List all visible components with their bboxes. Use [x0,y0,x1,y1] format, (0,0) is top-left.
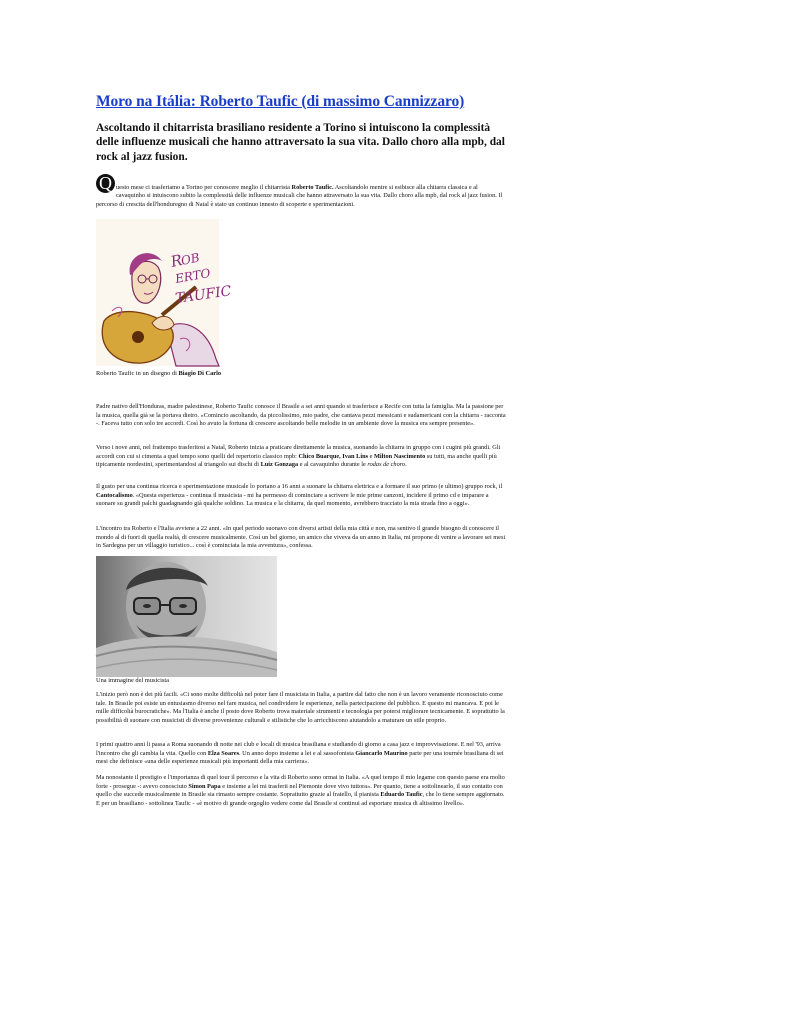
paragraph-tour: Ma nonostante il prestigio e l'importanza di quel tour il percorso e la vita di Roberto sono ormai in Italia. «A quel tempo il mio legame con questo paese era molto forte - prosegue -: avevo conosciuto Simon Papa e insieme a lei mi trasferii nel Piemonte dove vivo tuttora». Per quanto, tiene a sottolinearlo, il suo contatto con quello che succede musicalmente in Brasile sia rimasto sempre costante. Soprattutto grazie al fratello, il pianista Eduardo Taufic, che lo tiene sempre aggiornato. E per un brasiliano - sottolinea Taufic - «è motivo di grande orgoglio vedere come dal Brasile si continui ad esportare musica di altissimo livello». [96,774,505,807]
intro-text: uesto mese ci trasferiamo a Torino per conoscere meglio il chitarrista Roberto Taufic. Ascoltandolo mentre si esibisce alla chitarra classica e al cavaquinho si intuiscono subito la complessità delle influenze musicali che hanno attraversato la sua vita. Dallo choro alla mpb, dal rock al jazz fusion. Il percorso di crescita dell'honduregno di Natal è stato un continuo innesto di scoperte e sperimentazioni. [96,184,503,208]
intro-paragraph [96,174,506,209]
paragraph-rome: I primi quattro anni li passa a Roma suonando di notte nei club e locali di musica brasiliana e studiando di giorno a casa jazz e improvvisazione. E nel '93, arriva l'incontro che gli cambia la vita. Quello con Elza Soares. Un anno dopo insieme a lei e al sassofonista Giancarlo Maurino parte per una tournée brasiliana di sei mesi che definisce «una delle esperienze musicali più importanti della mia carriera». [96,741,504,765]
musician-photo [96,556,277,677]
paragraph-rock: Il gusto per una continua ricerca e sperimentazione musicale lo portano a 16 anni a suonare la chitarra elettrica e a formare il suo primo (e ultimo) gruppo rock, il Cantocalismo. «Questa esperienza - continua il musicista - mi ha permesso di cominciare a scrivere le mie prime canzoni, incidere il primo cd e imparare a suonare su grandi palchi guadagnando già qualche soldino. La musica e la chitarra, da quel momento, avrebbero tracciato la mia strada fino a oggi». [96,483,503,507]
paragraph-difficulties: L'inizio però non è dei più facili. «Ci sono molte difficoltà nel poter fare il musicista in Italia, a partire dal fatto che non è un lavoro veramente riconosciuto come tale. In Brasile poi esiste un entusiasmo diverso nel fare musica, nel condividere le esperienze, nella partecipazione del pubblico. E questo mi mancava. E poi le mille difficoltà burocratiche». Ma l'Italia è anche il posto dove Roberto trova materiale strumenti e tecnologia per potersi migliorare tecnicamente. E soprattutto la possibilità di suonare con musicisti di diverse provenienze culturali e stilistiche che lo arricchiscono aiutandolo a maturare un stile proprio. [96,691,505,724]
article-title-link[interactable]: Moro na Itália: Roberto Taufic (di massimo Cannizzaro) [96,93,465,110]
svg-text:OB: OB [179,250,201,268]
drawing-caption: Roberto Taufic in un disegno di Biagio Di Carlo [96,370,222,377]
svg-text:TAUFIC: TAUFIC [174,283,233,307]
paragraph-italy: L'incontro tra Roberto e l'Italia avviene a 22 anni. «In quel periodo suonavo con diversi artisti della mia città e non, ma sentivo il grande bisogno di conoscere il mondo al di fuori di quella realtà, di crescere musicalmente. Così un bel giorno, un amico che viveva da un anno in Italia, mi propone di venire a lavorare sei mesi in Sardegna per un villaggio turistico... così è cominciata la mia avventura», confessa. [96,525,506,549]
drawing-image [96,219,233,366]
paragraph-family: Padre nativo dell'Honduras, madre palestinese, Roberto Taufic conosce il Brasile a sei anni quando si trasferisce a Recife con tutta la famiglia. Ma la passione per la musica, quella già se la portava dietro. «Comincio ascoltando, da piccolissimo, mio padre, che cantava pezzi messicani e sudamericani con la chitarra - racconta -. Faceva tutto con solo tre accordi. Così ho avuto la fortuna di crescere ascoltando belle melodie in un ambiente dove la musica era sempre presente». [96,403,506,427]
photo-caption: Una immagine del musicista [96,677,169,684]
dropcap: Q [96,174,115,193]
caricature-drawing [96,219,233,366]
svg-text:ERTO: ERTO [174,266,212,286]
svg-text:R: R [169,250,184,271]
article-lead: Ascoltando il chitarrista brasiliano residente a Torino si intuiscono la complessità delle influenze musicali che hanno attraversato la sua vita. Dallo choro alla mpb, dal rock al jazz fusion. [96,122,505,163]
musician-photo-image [96,556,277,677]
paragraph-childhood: Verso i nove anni, nel frattempo trasferitosi a Natal, Roberto inizia a praticare direttamente la musica, suonando la chitarra in gruppo con i cugini più grandi. Gli accordi con cui si cimenta a quel tempo sono quelli del repertorio classico mpb: Chico Buarque, Ivan Lins e Milton Nascimento su tutti, ma anche quelli più tipicamente nordestini, sperimentandosi al triangolo sui dischi di Luiz Gonzaga e al cavaquinho durante le rodas de choro. [96,444,501,468]
